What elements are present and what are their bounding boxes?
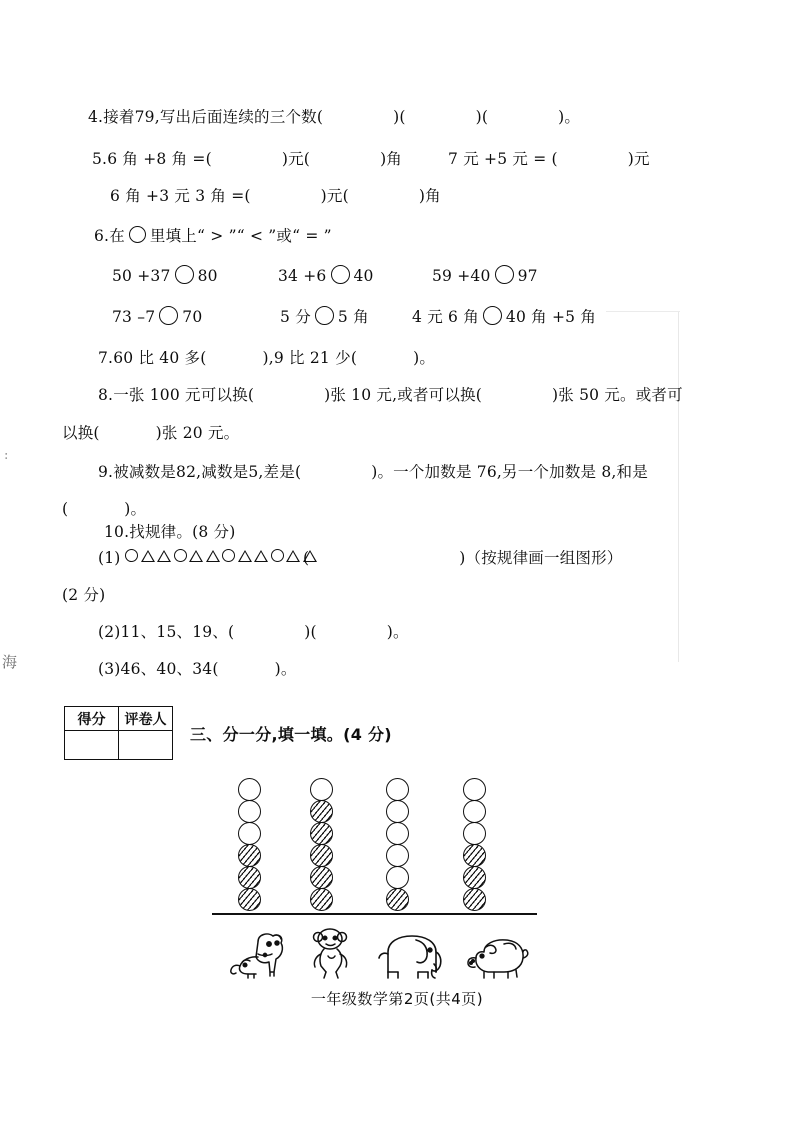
question-5-number: 5.: [92, 150, 108, 168]
question-7-number: 7.: [98, 349, 114, 367]
question-4-text: 接着79,写出后面连续的三个数(: [103, 108, 324, 126]
score-box: [64, 706, 173, 760]
empty-circle-icon: [238, 778, 261, 801]
comparison-4-left: 73 –7: [112, 308, 156, 326]
comparison-2-left: 34 +6: [278, 267, 327, 285]
empty-circle-icon: [238, 822, 261, 845]
comparison-5-left: 5 分: [280, 308, 311, 326]
question-10-sub-1-points: (2 分): [62, 586, 106, 604]
question-9-number: 9.: [98, 463, 114, 481]
circle-column-4: [463, 778, 486, 910]
question-7-text-3: )。: [413, 349, 436, 367]
comparison-4-right: 70: [182, 308, 203, 326]
question-10-sub-2-sep: )(: [304, 623, 317, 641]
score-box-header-score: 得分: [65, 707, 119, 731]
comparison-6-left: 4 元 6 角: [412, 308, 479, 326]
question-6-comparison-2: [278, 265, 374, 285]
question-9-text-2: )。一个加数是 76,另一个加数是 8,和是: [371, 463, 648, 481]
scan-edge-horizontal: [606, 311, 680, 312]
question-6-comparison-4: [112, 306, 202, 326]
margin-partial-character: 海: [2, 653, 18, 671]
question-5-unit-3: )元: [627, 150, 650, 168]
question-10-sub-1-answer-area: [303, 551, 623, 567]
empty-circle-icon: [386, 866, 409, 889]
hatched-circle-icon: [238, 844, 261, 867]
question-6-comparison-1: [112, 265, 218, 285]
question-4: [88, 110, 580, 126]
question-5-line-1: [92, 152, 650, 168]
animals-row: [216, 920, 536, 982]
question-10-title: [104, 525, 235, 541]
score-box-value-grader[interactable]: [119, 731, 173, 760]
question-4-sep-3: )。: [558, 108, 581, 126]
question-8-text-4: 以换(: [62, 424, 100, 442]
question-6-number: 6.: [94, 227, 110, 245]
hatched-circle-icon: [310, 800, 333, 823]
hatched-circle-icon: [310, 888, 333, 911]
hatched-circle-icon: [238, 888, 261, 911]
scan-edge-vertical: [678, 312, 679, 662]
empty-circle-icon: [463, 800, 486, 823]
comparison-1-operator-circle[interactable]: [175, 265, 194, 284]
question-7-text-1: 60 比 40 多(: [113, 349, 207, 367]
score-box-value-row: [65, 731, 173, 760]
pattern-shapes-sequence: [125, 549, 317, 562]
page-footer: 一年级数学第2页(共4页): [310, 990, 484, 1008]
question-5-expr-1: 6 角 +8 角 =(: [107, 150, 212, 168]
question-9-text-4: )。: [124, 500, 147, 518]
question-4-sep-1: )(: [393, 108, 406, 126]
empty-circle-icon: [310, 778, 333, 801]
question-10-sub-3-end: )。: [274, 660, 297, 678]
question-5-expr-2: 7 元 +5 元 = (: [448, 150, 558, 168]
ground-line: [212, 913, 537, 915]
question-10-sub-2-text: (2)11、15、19、(: [98, 623, 235, 641]
circle-column-2: [310, 778, 333, 910]
triangle-shape-icon: [238, 550, 252, 562]
comparison-4-operator-circle[interactable]: [159, 306, 178, 325]
empty-circle-icon: [386, 778, 409, 801]
question-6-prompt-head: 在: [109, 227, 125, 245]
comparison-3-right: 97: [517, 267, 538, 285]
question-6-prompt-tail: 里填上“ > ”“ < ”或“ = ”: [149, 227, 332, 245]
comparison-3-operator-circle[interactable]: [495, 265, 514, 284]
question-4-sep-2: )(: [475, 108, 489, 126]
comparison-5-operator-circle[interactable]: [315, 306, 334, 325]
hatched-circle-icon: [238, 866, 261, 889]
circle-column-3: [386, 778, 409, 910]
question-9-text-1: 被减数是82,减数是5,差是(: [113, 463, 302, 481]
question-10-sub-1-label: [98, 551, 121, 567]
question-10-number: 10.: [104, 523, 130, 541]
question-6-prompt: [94, 226, 332, 245]
hatched-circle-icon: [463, 888, 486, 911]
question-10-sub-3: [98, 662, 297, 678]
comparison-3-left: 59 +40: [432, 267, 491, 285]
hatched-circle-icon: [386, 888, 409, 911]
score-box-value-score[interactable]: [65, 731, 119, 760]
question-10-title-text: 找规律。(8 分): [129, 523, 236, 541]
empty-circle-icon: [386, 800, 409, 823]
question-9-line-2: [62, 502, 146, 518]
dog-icon: [228, 928, 288, 982]
comparison-2-operator-circle[interactable]: [331, 265, 350, 284]
margin-colon-mark: :: [4, 448, 9, 463]
question-5-line-2: [110, 189, 441, 205]
pig-icon: [464, 932, 530, 982]
triangle-shape-icon: [157, 550, 171, 562]
question-8-text-3: )张 50 元。或者可: [552, 386, 683, 404]
hatched-circle-icon: [310, 844, 333, 867]
section-three-title: 三、分一分,填一填。(4 分): [190, 725, 392, 744]
empty-circle-icon: [463, 778, 486, 801]
question-7-text-2: ),9 比 21 少(: [262, 349, 358, 367]
question-10-sub-1-label-text: (1): [98, 549, 121, 567]
comparison-1-left: 50 +37: [112, 267, 171, 285]
empty-circle-icon: [386, 822, 409, 845]
comparison-2-right: 40: [353, 267, 374, 285]
question-10-sub-3-text: (3)46、40、34(: [98, 660, 219, 678]
question-8-line-2: [62, 426, 239, 442]
elephant-icon: [374, 930, 446, 982]
empty-circle-icon: [463, 822, 486, 845]
question-8-line-1: [98, 388, 683, 404]
question-8-text-1: 一张 100 元可以换(: [113, 386, 255, 404]
circle-shape-icon: [174, 549, 187, 562]
circle-shape-icon: [271, 549, 284, 562]
question-4-number: 4.: [88, 108, 104, 126]
score-box-header-grader: 评卷人: [119, 707, 173, 731]
question-10-sub-1-open-paren: (: [303, 549, 310, 567]
monkey-icon: [304, 926, 356, 982]
triangle-shape-icon: [286, 550, 300, 562]
triangle-shape-icon: [189, 550, 203, 562]
hatched-circle-icon: [310, 866, 333, 889]
circle-placeholder-icon: [129, 226, 146, 243]
question-5-unit-4: )元(: [320, 187, 349, 205]
question-9-line-1: [98, 465, 648, 481]
question-8-text-5: )张 20 元。: [155, 424, 240, 442]
question-5-unit-5: )角: [418, 187, 441, 205]
question-10-sub-2: [98, 625, 409, 641]
question-6-comparison-5: [280, 306, 369, 326]
hatched-circle-icon: [463, 866, 486, 889]
question-6-comparison-6: [412, 306, 596, 326]
question-8-number: 8.: [98, 386, 114, 404]
hatched-circle-icon: [463, 844, 486, 867]
empty-circle-icon: [386, 844, 409, 867]
question-10-sub-1-note: （按规律画一组图形）: [465, 549, 623, 567]
question-5-unit-2: )角: [380, 150, 403, 168]
triangle-shape-icon: [206, 550, 220, 562]
question-9-text-3: (: [62, 500, 69, 518]
question-6-comparison-3: [432, 265, 538, 285]
circle-column-1: [238, 778, 261, 910]
hatched-circle-icon: [310, 822, 333, 845]
question-10-sub-1-close-paren: ): [459, 549, 466, 567]
score-box-header-row: [65, 707, 173, 731]
circle-shape-icon: [125, 549, 138, 562]
comparison-5-right: 5 角: [337, 308, 369, 326]
triangle-shape-icon: [141, 550, 155, 562]
question-5-expr-3: 6 角 +3 元 3 角 =(: [110, 187, 251, 205]
comparison-6-operator-circle[interactable]: [483, 306, 502, 325]
comparison-6-right: 40 角 +5 角: [505, 308, 597, 326]
question-10-sub-2-end: )。: [386, 623, 409, 641]
circles-diagram: [216, 760, 536, 910]
question-5-unit-1: )元(: [281, 150, 311, 168]
comparison-1-right: 80: [197, 267, 218, 285]
circle-shape-icon: [222, 549, 235, 562]
question-8-text-2: )张 10 元,或者可以换(: [324, 386, 482, 404]
triangle-shape-icon: [254, 550, 268, 562]
question-7: [98, 351, 435, 367]
empty-circle-icon: [238, 800, 261, 823]
